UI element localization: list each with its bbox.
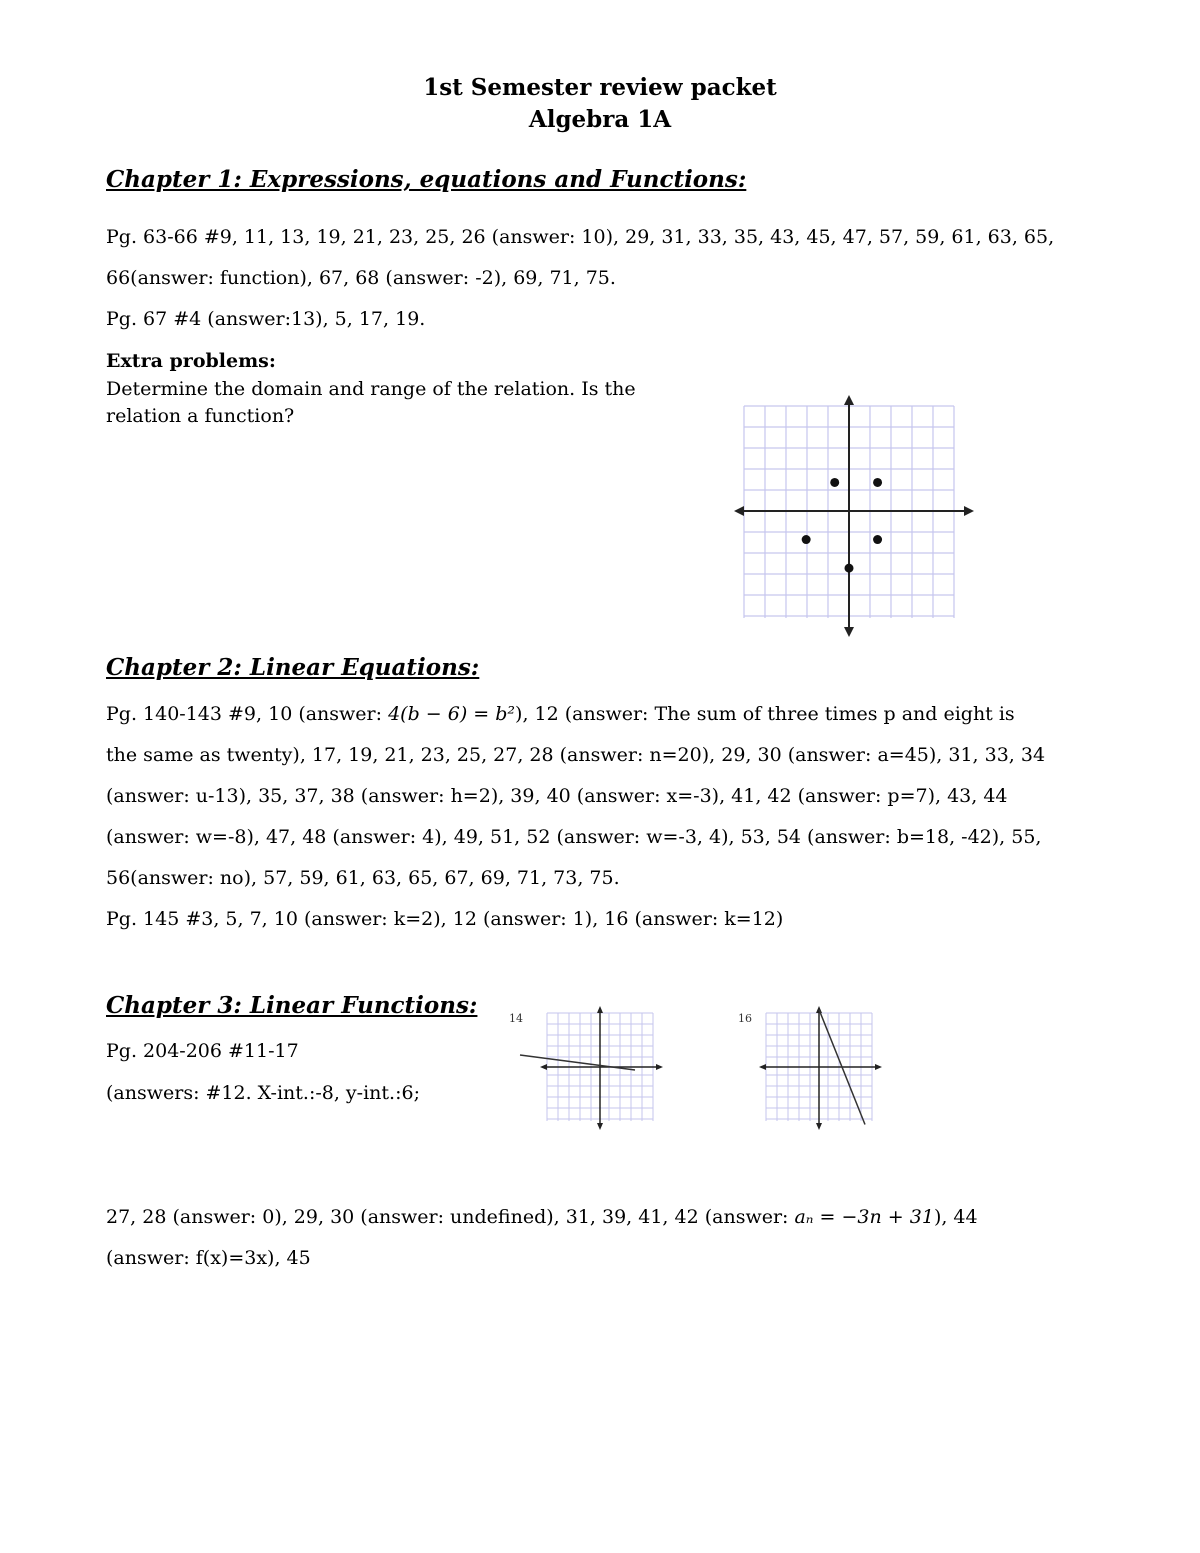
graph-14-y-arrow	[597, 1006, 603, 1013]
ch2-line-3: (answer: u-13), 35, 37, 38 (answer: h=2), 39, 40 (answer: x=-3), 41, 42 (answer: p=7), 43, 44	[106, 785, 1008, 807]
ch3-equation: aₙ = −3n + 31	[794, 1206, 934, 1228]
ch2-equation: 4(b − 6) = b²	[388, 703, 516, 725]
y-axis-arrow-down	[844, 627, 854, 637]
page-title: 1st Semester review packet	[423, 74, 777, 101]
ch3-line-3	[106, 1206, 978, 1228]
extra-problem-text-1: Determine the domain and range of the relation. Is the	[106, 378, 636, 400]
ch3-line-3-post: ), 44	[933, 1206, 978, 1228]
graph-16-y-arrow-down	[816, 1123, 822, 1130]
relation-point-4	[873, 535, 882, 544]
graph-14-x-arrow-left	[540, 1064, 547, 1070]
extra-problems-label: Extra problems:	[106, 350, 276, 372]
ch2-line-2: the same as twenty), 17, 19, 21, 23, 25, 27, 28 (answer: n=20), 29, 30 (answer: a=45), 31, 33, 34	[106, 744, 1046, 766]
chapter-3-heading: Chapter 3: Linear Functions:	[106, 992, 478, 1019]
ch2-line-1	[106, 703, 1015, 725]
ch3-line-1: Pg. 204-206 #11-17	[106, 1040, 299, 1062]
graph-14-y-arrow-down	[597, 1123, 603, 1130]
chapter-1-heading: Chapter 1: Expressions, equations and Functions:	[106, 166, 747, 193]
relation-point-1	[830, 478, 839, 487]
graph-14-label: 14	[509, 1012, 523, 1025]
x-axis-arrow-left	[734, 506, 744, 516]
extra-problem-text-2: relation a function?	[106, 405, 295, 427]
graph-16-x-arrow	[875, 1064, 882, 1070]
ch2-line-1-post: ), 12 (answer: The sum of three times p and eight is	[515, 703, 1015, 725]
graph-16-label: 16	[738, 1012, 752, 1025]
relation-point-2	[873, 478, 882, 487]
graph-14	[505, 1005, 680, 1135]
relation-graph	[730, 390, 980, 642]
ch2-line-4: (answer: w=-8), 47, 48 (answer: 4), 49, 51, 52 (answer: w=-3, 4), 53, 54 (answer: b=18, -42), 55,	[106, 826, 1042, 848]
ch2-line-6: Pg. 145 #3, 5, 7, 10 (answer: k=2), 12 (answer: 1), 16 (answer: k=12)	[106, 908, 784, 930]
ch2-line-1-pre: Pg. 140-143 #9, 10 (answer:	[106, 703, 389, 725]
relation-point-5	[845, 564, 854, 573]
page-subtitle: Algebra 1A	[528, 106, 672, 133]
ch3-line-2: (answers: #12. X-int.:-8, y-int.:6;	[106, 1082, 420, 1104]
ch1-line-1: Pg. 63-66 #9, 11, 13, 19, 21, 23, 25, 26 (answer: 10), 29, 31, 33, 35, 43, 45, 47, 57, 59, 61, 63, 65,	[106, 226, 1055, 248]
chapter-2-heading: Chapter 2: Linear Equations:	[106, 654, 480, 681]
graph-16	[732, 995, 892, 1135]
ch3-line-3-pre: 27, 28 (answer: 0), 29, 30 (answer: undefined), 31, 39, 41, 42 (answer:	[106, 1206, 795, 1228]
relation-point-3	[802, 535, 811, 544]
ch3-line-4: (answer: f(x)=3x), 45	[106, 1247, 311, 1269]
ch1-line-2: 66(answer: function), 67, 68 (answer: -2), 69, 71, 75.	[106, 267, 616, 289]
ch2-line-5: 56(answer: no), 57, 59, 61, 63, 65, 67, 69, 71, 73, 75.	[106, 867, 620, 889]
ch1-line-3: Pg. 67 #4 (answer:13), 5, 17, 19.	[106, 308, 426, 330]
y-axis-arrow-up	[844, 395, 854, 405]
graph-16-x-arrow-left	[759, 1064, 766, 1070]
graph-14-x-arrow	[656, 1064, 663, 1070]
x-axis-arrow-right	[964, 506, 974, 516]
